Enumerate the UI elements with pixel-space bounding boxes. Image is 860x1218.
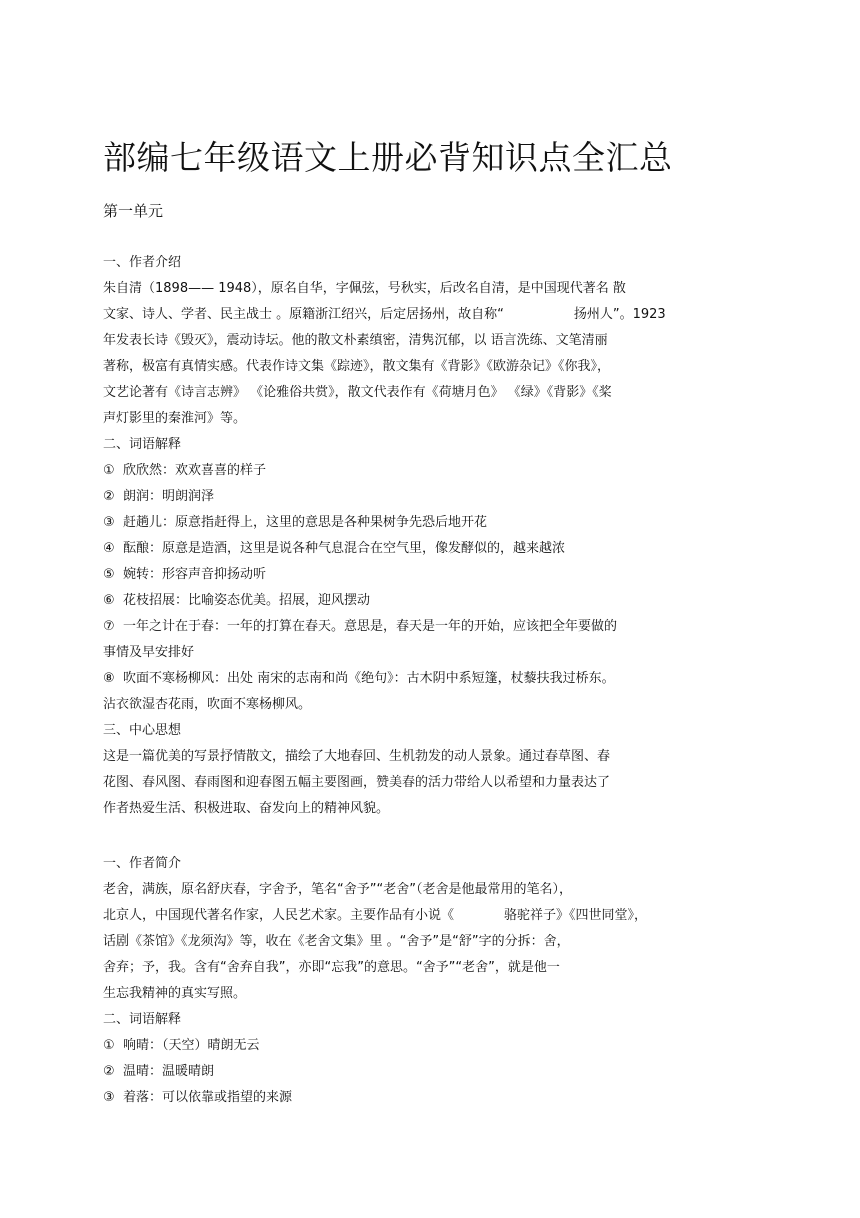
section-two bbox=[103, 851, 743, 1111]
vocab-number: ③ bbox=[103, 1090, 115, 1105]
section-one bbox=[103, 250, 743, 822]
vocab-item bbox=[103, 1059, 743, 1085]
paragraph-line: 老舍，满族，原名舒庆春，字舍予，笔名“舍予”“老舍”（老舍是他最常用的笔名）， bbox=[103, 882, 572, 897]
vocab-item bbox=[103, 458, 743, 484]
author-intro-heading: 一、作者介绍 bbox=[103, 255, 182, 270]
vocab-item bbox=[103, 536, 743, 562]
vocab-item bbox=[103, 484, 743, 510]
vocab-item bbox=[103, 510, 743, 536]
vocab-text: 朗润：明朗润泽 bbox=[123, 489, 215, 504]
vocab-text: 酝酿：原意是造酒，这里是说各种气息混合在空气里，像发酵似的，越来越浓 bbox=[123, 541, 566, 556]
vocab-item-continuation: 沾衣欲湿杏花雨，吹面不寒杨柳风。 bbox=[103, 697, 312, 712]
paragraph-fragment: 北京人，中国现代著名作家，人民艺术家。主要作品有小说《 bbox=[103, 908, 455, 923]
paragraph-line: 舍弃；予，我。含有“舍弃自我”，亦即“忘我”的意思。“舍予”“老舍”，就是他一 bbox=[103, 960, 560, 975]
paragraph-line: 作者热爱生活、积极进取、奋发向上的精神风貌。 bbox=[103, 801, 390, 816]
vocab-item bbox=[103, 562, 743, 588]
vocab-number: ③ bbox=[103, 515, 115, 530]
author-brief-heading: 一、作者简介 bbox=[103, 856, 182, 871]
vocab-text: 欣欣然：欢欢喜喜的样子 bbox=[123, 463, 267, 478]
vocab-item-continuation: 事情及早安排好 bbox=[103, 645, 195, 660]
paragraph-fragment: 文家、诗人、学者、民主战士 。原籍浙江绍兴，后定居扬州，故自称“ bbox=[103, 307, 504, 322]
theme-heading: 三、中心思想 bbox=[103, 723, 182, 738]
paragraph-line: 年发表长诗《毁灭》，震动诗坛。他的散文朴素缜密，清隽沉郁，以 语言洗练、文笔清丽 bbox=[103, 333, 608, 348]
paragraph-line bbox=[103, 302, 743, 328]
vocab-number: ⑥ bbox=[103, 593, 115, 608]
vocab-text: 着落：可以依靠或指望的来源 bbox=[123, 1090, 293, 1105]
vocab-text: 一年之计在于春：一年的打算在春天。意思是，春天是一年的开始，应该把全年要做的 bbox=[123, 619, 618, 634]
vocab-number: ① bbox=[103, 463, 115, 478]
vocab-number: ② bbox=[103, 489, 115, 504]
vocab-number: ⑦ bbox=[103, 619, 115, 634]
vocab-number: ① bbox=[103, 1038, 115, 1053]
vocab-text: 花枝招展：比喻姿态优美。招展，迎风摆动 bbox=[123, 593, 371, 608]
document-title: 部编七年级语文上册必背知识点全汇总 bbox=[103, 138, 673, 177]
paragraph-line: 朱自清（1898—— 1948），原名自华，字佩弦，号秋实，后改名自清，是中国现代著名 散 bbox=[103, 281, 626, 296]
vocab-text: 响晴：（天空）晴朗无云 bbox=[123, 1038, 260, 1053]
vocab-number: ⑧ bbox=[103, 671, 115, 686]
vocab-text: 温晴：温暖晴朗 bbox=[123, 1064, 215, 1079]
paragraph-line: 生忘我精神的真实写照。 bbox=[103, 986, 247, 1001]
vocab-number: ② bbox=[103, 1064, 115, 1079]
paragraph-fragment: 扬州人”。1923 bbox=[573, 307, 666, 322]
vocab-text: 吹面不寒杨柳风：出处 南宋的志南和尚《绝句》：古木阴中系短篷，杖藜扶我过桥东。 bbox=[123, 671, 615, 686]
vocab-item bbox=[103, 588, 743, 614]
vocab-text: 赶趟儿：原意指赶得上，这里的意思是各种果树争先恐后地开花 bbox=[123, 515, 488, 530]
paragraph-fragment: 骆驼祥子》《四世同堂》， bbox=[504, 908, 648, 923]
vocab-item bbox=[103, 1033, 743, 1059]
vocab-number: ④ bbox=[103, 541, 115, 556]
vocab-text: 婉转：形容声音抑扬动听 bbox=[123, 567, 267, 582]
vocab-heading: 二、词语解释 bbox=[103, 437, 182, 452]
vocab-heading: 二、词语解释 bbox=[103, 1012, 182, 1027]
vocab-item bbox=[103, 666, 743, 692]
unit-heading: 第一单元 bbox=[103, 202, 164, 220]
paragraph-line: 文艺论著有《诗言志辨》 《论雅俗共赏》，散文代表作有《荷塘月色》 《绿》《背影》《桨 bbox=[103, 385, 612, 400]
paragraph-line: 声灯影里的秦淮河》等。 bbox=[103, 411, 247, 426]
vocab-item bbox=[103, 614, 743, 640]
paragraph-line: 话剧《茶馆》《龙须沟》等，收在《老舍文集》里 。“舍予”是“舒”字的分拆：舍， bbox=[103, 934, 570, 949]
paragraph-line: 这是一篇优美的写景抒情散文，描绘了大地春回、生机勃发的动人景象。通过春草图、春 bbox=[103, 749, 611, 764]
vocab-number: ⑤ bbox=[103, 567, 115, 582]
paragraph-line bbox=[103, 903, 743, 929]
vocab-item bbox=[103, 1085, 743, 1111]
paragraph-line: 著称，极富有真情实感。代表作诗文集《踪迹》，散文集有《背影》《欧游杂记》《你我》， bbox=[103, 359, 611, 374]
paragraph-line: 花图、春风图、春雨图和迎春图五幅主要图画，赞美春的活力带给人以希望和力量表达了 bbox=[103, 775, 611, 790]
